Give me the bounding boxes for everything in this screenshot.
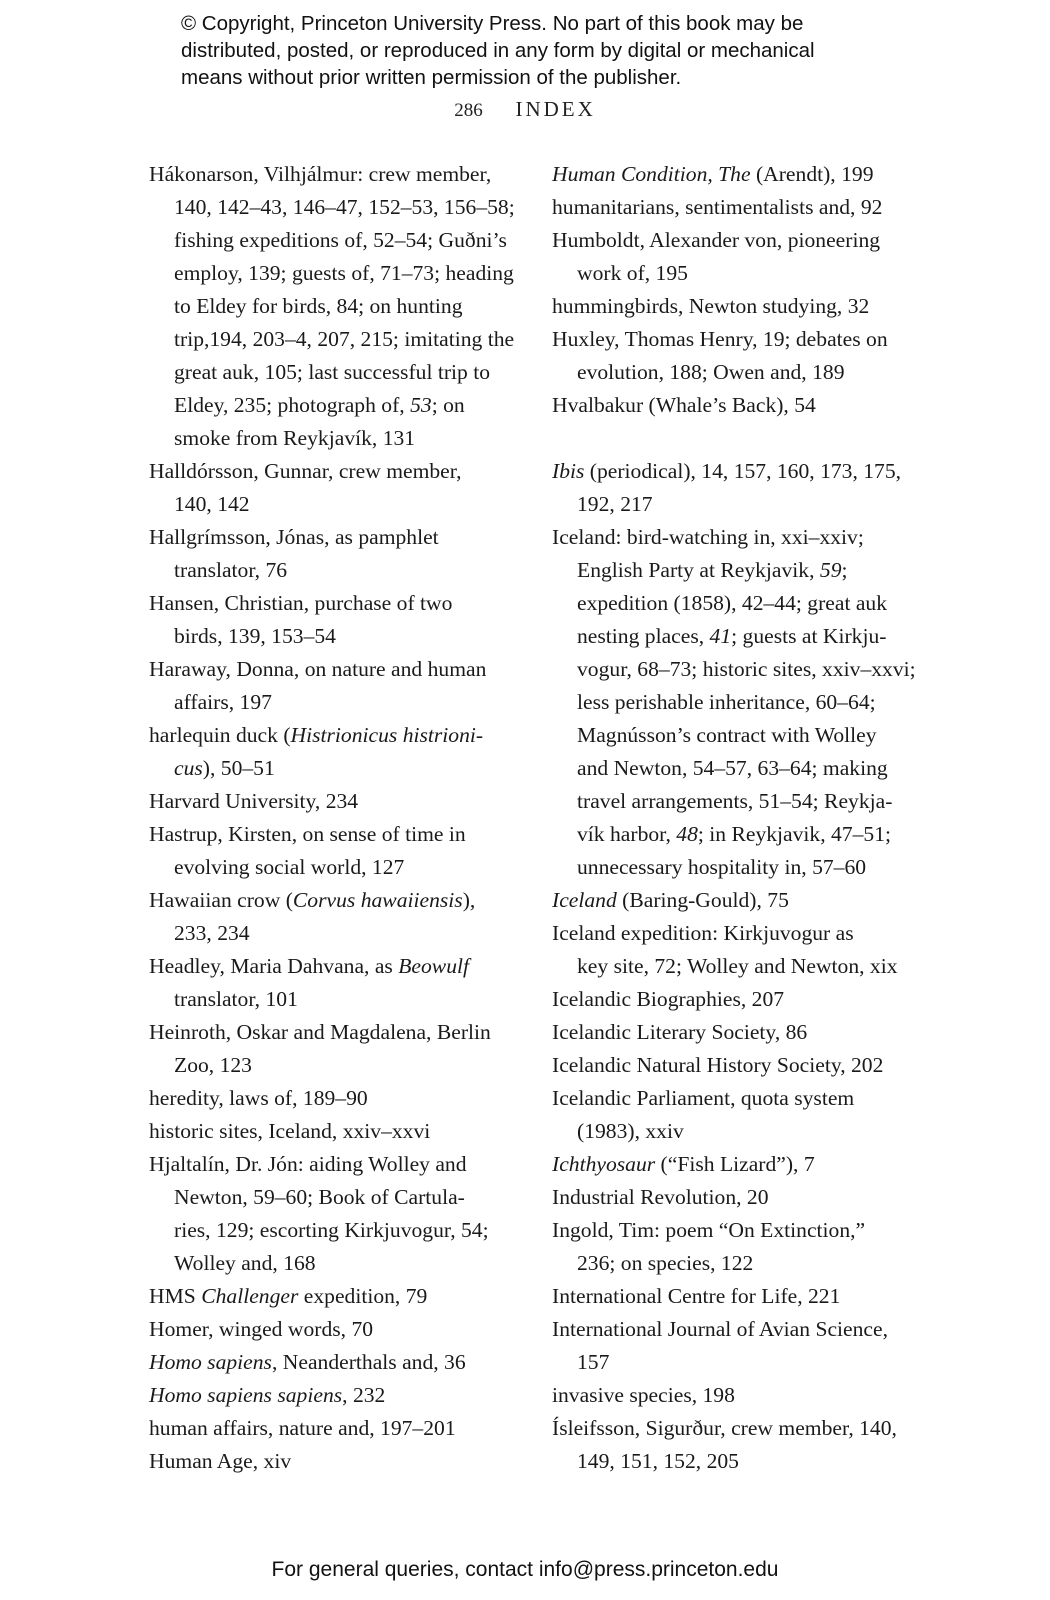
entry-text: Zoo, 123 bbox=[174, 1053, 252, 1077]
index-entry bbox=[552, 389, 917, 422]
index-entry bbox=[552, 1016, 917, 1049]
entry-text: ; guests at Kirkju- bbox=[731, 624, 887, 648]
index-entry-line bbox=[552, 1016, 917, 1049]
index-entry-line bbox=[174, 257, 514, 290]
index-entry-line bbox=[149, 1280, 509, 1313]
index-entry-line bbox=[149, 950, 509, 983]
entry-text: Icelandic Biographies, 207 bbox=[552, 987, 785, 1011]
entry-text: Hjaltalín, Dr. Jón: aiding Wolley and bbox=[149, 1152, 467, 1176]
index-entry bbox=[149, 1445, 509, 1478]
index-entry-line bbox=[552, 917, 917, 950]
entry-text: and Newton, 54–57, 63–64; making bbox=[577, 756, 888, 780]
entry-text: Huxley, Thomas Henry, 19; debates on bbox=[552, 327, 888, 351]
entry-text: (Arendt), 199 bbox=[750, 162, 874, 186]
index-entry bbox=[149, 785, 509, 818]
entry-text: key site, 72; Wolley and Newton, xix bbox=[577, 954, 898, 978]
index-entry-line bbox=[552, 290, 917, 323]
index-entry bbox=[149, 1412, 509, 1445]
page-number: 286 bbox=[454, 100, 483, 121]
entry-text: expedition (1858), 42–44; great auk bbox=[577, 591, 888, 615]
entry-text: work of, 195 bbox=[577, 261, 688, 285]
entry-text: (Baring-Gould), 75 bbox=[616, 888, 789, 912]
entry-text: Hansen, Christian, purchase of two bbox=[149, 591, 453, 615]
index-column-right bbox=[552, 158, 917, 1478]
index-entry-line bbox=[149, 1346, 509, 1379]
index-entry-line bbox=[552, 884, 917, 917]
entry-text: , 232 bbox=[342, 1383, 386, 1407]
index-entry-line bbox=[174, 356, 509, 389]
index-entry bbox=[149, 719, 509, 785]
index-entry bbox=[149, 1148, 509, 1280]
italic-text: Challenger bbox=[201, 1284, 299, 1308]
index-entry bbox=[149, 455, 509, 521]
index-entry bbox=[552, 1412, 917, 1478]
index-entry bbox=[149, 653, 509, 719]
index-entry-line bbox=[149, 1445, 509, 1478]
index-entry bbox=[149, 521, 509, 587]
index-entry-line bbox=[149, 1016, 509, 1049]
entry-text: Human Age, xiv bbox=[149, 1449, 292, 1473]
italic-text: Beowulf bbox=[398, 954, 469, 978]
italic-text: Corvus hawaiiensis bbox=[292, 888, 463, 912]
index-entry bbox=[552, 1181, 917, 1214]
entry-text: 192, 217 bbox=[577, 492, 653, 516]
index-entry bbox=[149, 1346, 509, 1379]
entry-text: employ, 139; guests of, 71–73; heading bbox=[174, 261, 514, 285]
entry-text: less perishable inheritance, 60–64; bbox=[577, 690, 876, 714]
entry-text: 233, 234 bbox=[174, 921, 250, 945]
entry-text: Halldórsson, Gunnar, crew member, bbox=[149, 459, 462, 483]
italic-text: 48 bbox=[676, 822, 698, 846]
index-entry-line bbox=[552, 1181, 917, 1214]
entry-text: Harvard University, 234 bbox=[149, 789, 359, 813]
entry-text: Icelandic Parliament, quota system bbox=[552, 1086, 855, 1110]
index-entry-line bbox=[149, 1115, 509, 1148]
entry-text: unnecessary hospitality in, 57–60 bbox=[577, 855, 867, 879]
entry-text: Icelandic Literary Society, 86 bbox=[552, 1020, 808, 1044]
letter-group-gap bbox=[552, 422, 917, 455]
entry-text: vogur, 68–73; historic sites, xxiv–xxvi; bbox=[577, 657, 916, 681]
index-entry-line bbox=[577, 1247, 917, 1280]
index-entry-line bbox=[577, 719, 917, 752]
index-entry bbox=[149, 158, 515, 455]
index-entry-line bbox=[552, 1082, 917, 1115]
entry-text: trip,194, 203–4, 207, 215; imitating the bbox=[174, 327, 515, 351]
italic-text: 53 bbox=[410, 393, 432, 417]
index-entry-line bbox=[552, 224, 917, 257]
index-entry bbox=[149, 950, 509, 1016]
index-entry-line bbox=[552, 1214, 917, 1247]
index-entry-line bbox=[552, 323, 917, 356]
entry-text: heredity, laws of, 189–90 bbox=[149, 1086, 368, 1110]
index-entry-line bbox=[174, 917, 509, 950]
entry-text: Wolley and, 168 bbox=[174, 1251, 316, 1275]
entry-text: 140, 142 bbox=[174, 492, 250, 516]
index-entry bbox=[149, 1280, 509, 1313]
index-entry bbox=[552, 521, 917, 884]
italic-text: Histrionicus histrioni- bbox=[290, 723, 484, 747]
copyright-line: © Copyright, Princeton University Press. No part of this book may be bbox=[181, 12, 804, 35]
running-head bbox=[0, 97, 1050, 122]
entry-text: ; on bbox=[431, 393, 465, 417]
entry-text: Headley, Maria Dahvana, as bbox=[149, 954, 399, 978]
entry-text: Eldey, 235; photograph of, bbox=[174, 393, 411, 417]
entry-text: Hákonarson, Vilhjálmur: crew member, bbox=[149, 162, 492, 186]
entry-text: International Journal of Avian Science, bbox=[552, 1317, 888, 1341]
italic-text: Human Condition, The bbox=[552, 162, 751, 186]
index-entry bbox=[149, 1115, 509, 1148]
copyright-line: means without prior written permission of the publisher. bbox=[181, 66, 682, 89]
index-entry-line bbox=[149, 158, 509, 191]
index-entry-line bbox=[174, 224, 509, 257]
entry-text: 149, 151, 152, 205 bbox=[577, 1449, 739, 1473]
index-entry-line bbox=[577, 620, 917, 653]
index-entry-line bbox=[577, 1115, 917, 1148]
index-entry bbox=[552, 1148, 917, 1181]
entry-text: ; in Reykjavik, 47–51; bbox=[697, 822, 892, 846]
index-entry-line bbox=[174, 1214, 509, 1247]
index-entry bbox=[552, 1082, 917, 1148]
index-entry bbox=[552, 1313, 917, 1379]
index-entry-line bbox=[552, 191, 917, 224]
entry-text: Ingold, Tim: poem “On Extinction,” bbox=[552, 1218, 866, 1242]
index-entry-line bbox=[174, 686, 509, 719]
entry-text: great auk, 105; last successful trip to bbox=[174, 360, 491, 384]
italic-text: Homo sapiens bbox=[149, 1350, 272, 1374]
entry-text: English Party at Reykjavik, bbox=[577, 558, 820, 582]
index-entry-line bbox=[577, 257, 917, 290]
index-entry bbox=[552, 455, 917, 521]
entry-text: 140, 142–43, 146–47, 152–53, 156–58; bbox=[174, 195, 515, 219]
index-entry bbox=[552, 1049, 917, 1082]
index-entry-line bbox=[174, 752, 509, 785]
italic-text: 59 bbox=[819, 558, 842, 582]
index-entry bbox=[149, 1016, 509, 1082]
index-entry bbox=[149, 1379, 509, 1412]
index-entry-line bbox=[552, 521, 917, 554]
entry-text: Icelandic Natural History Society, 202 bbox=[552, 1053, 884, 1077]
entry-text: humanitarians, sentimentalists and, 92 bbox=[552, 195, 883, 219]
entry-text: vík harbor, bbox=[577, 822, 677, 846]
index-entry-line bbox=[174, 983, 509, 1016]
index-entry-line bbox=[577, 653, 917, 686]
index-entry bbox=[149, 884, 509, 950]
index-entry bbox=[552, 191, 917, 224]
index-entry-line bbox=[552, 1412, 917, 1445]
footer-contact: For general queries, contact info@press.princeton.edu bbox=[271, 1558, 779, 1581]
index-entry bbox=[149, 818, 509, 884]
index-entry-line bbox=[552, 1313, 917, 1346]
index-entry-line bbox=[552, 1049, 917, 1082]
index-entry-line bbox=[174, 389, 509, 422]
index-entry-line bbox=[149, 1379, 509, 1412]
entry-text: affairs, 197 bbox=[174, 690, 272, 714]
index-entry bbox=[149, 1313, 509, 1346]
entry-text: fishing expeditions of, 52–54; Guðni’s bbox=[174, 228, 507, 252]
entry-text: Iceland: bird-watching in, xxi–xxiv; bbox=[552, 525, 864, 549]
index-entry-line bbox=[174, 620, 509, 653]
entry-text: HMS bbox=[149, 1284, 202, 1308]
entry-text: ), bbox=[462, 888, 476, 912]
index-entry-line bbox=[552, 1280, 917, 1313]
index-entry-line bbox=[577, 785, 917, 818]
entry-text: evolution, 188; Owen and, 189 bbox=[577, 360, 845, 384]
entry-text: Hastrup, Kirsten, on sense of time in bbox=[149, 822, 466, 846]
index-entry-line bbox=[552, 1379, 917, 1412]
entry-text: Hallgrímsson, Jónas, as pamphlet bbox=[149, 525, 439, 549]
entry-text: expedition, 79 bbox=[298, 1284, 428, 1308]
index-entry-line bbox=[552, 158, 917, 191]
index-entry-line bbox=[149, 1412, 509, 1445]
italic-text: Iceland bbox=[552, 888, 617, 912]
entry-text: Magnússon’s contract with Wolley bbox=[577, 723, 877, 747]
index-entry-line bbox=[577, 851, 917, 884]
entry-text: Haraway, Donna, on nature and human bbox=[149, 657, 487, 681]
entry-text: hummingbirds, Newton studying, 32 bbox=[552, 294, 870, 318]
index-entry-line bbox=[149, 1313, 509, 1346]
entry-text: Newton, 59–60; Book of Cartula- bbox=[174, 1185, 465, 1209]
entry-text: (“Fish Lizard”), 7 bbox=[655, 1152, 815, 1176]
entry-text: smoke from Reykjavík, 131 bbox=[174, 426, 416, 450]
entry-text: Hawaiian crow ( bbox=[149, 888, 293, 912]
entry-text: Iceland expedition: Kirkjuvogur as bbox=[552, 921, 854, 945]
entry-text: , Neanderthals and, 36 bbox=[271, 1350, 466, 1374]
entry-text: Humboldt, Alexander von, pioneering bbox=[552, 228, 881, 252]
index-entry-line bbox=[577, 356, 917, 389]
entry-text: 236; on species, 122 bbox=[577, 1251, 754, 1275]
index-entry-line bbox=[174, 323, 515, 356]
index-entry-line bbox=[149, 653, 509, 686]
index-entry-line bbox=[174, 554, 509, 587]
entry-text: Ísleifsson, Sigurður, crew member, 140, bbox=[552, 1416, 897, 1440]
index-entry-line bbox=[149, 521, 509, 554]
index-entry-line bbox=[577, 587, 917, 620]
index-entry bbox=[552, 290, 917, 323]
entry-text: to Eldey for birds, 84; on hunting bbox=[174, 294, 463, 318]
italic-text: Homo sapiens sapiens bbox=[149, 1383, 343, 1407]
index-entry-line bbox=[552, 983, 917, 1016]
index-entry-line bbox=[577, 686, 917, 719]
index-entry bbox=[552, 323, 917, 389]
index-entry bbox=[552, 1214, 917, 1280]
entry-text: harlequin duck ( bbox=[149, 723, 291, 747]
index-entry-line bbox=[174, 191, 515, 224]
index-entry-line bbox=[149, 719, 509, 752]
index-entry-line bbox=[577, 488, 917, 521]
copyright-notice bbox=[181, 10, 941, 91]
entry-text: Homer, winged words, 70 bbox=[149, 1317, 374, 1341]
entry-text: nesting places, bbox=[577, 624, 710, 648]
index-entry-line bbox=[149, 818, 509, 851]
index-entry-line bbox=[149, 785, 509, 818]
index-entry-line bbox=[577, 950, 917, 983]
index-entry-line bbox=[552, 389, 917, 422]
index-entry-line bbox=[577, 1445, 917, 1478]
entry-text: human affairs, nature and, 197–201 bbox=[149, 1416, 456, 1440]
running-head-title: INDEX bbox=[515, 97, 596, 121]
index-entry-line bbox=[174, 1181, 509, 1214]
index-entry-line bbox=[149, 587, 509, 620]
index-entry-line bbox=[577, 818, 917, 851]
entry-text: ries, 129; escorting Kirkjuvogur, 54; bbox=[174, 1218, 489, 1242]
index-entry bbox=[552, 983, 917, 1016]
index-entry bbox=[149, 1082, 509, 1115]
index-entry-line bbox=[174, 851, 509, 884]
index-entry-line bbox=[552, 1148, 917, 1181]
index-entry bbox=[552, 1379, 917, 1412]
index-entry-line bbox=[149, 1082, 509, 1115]
index-entry-line bbox=[577, 1346, 917, 1379]
entry-text: ; bbox=[841, 558, 848, 582]
entry-text: Hvalbakur (Whale’s Back), 54 bbox=[552, 393, 816, 417]
index-entry bbox=[552, 917, 917, 983]
index-entry bbox=[552, 1280, 917, 1313]
index-entry-line bbox=[552, 455, 917, 488]
index-column-left bbox=[149, 158, 515, 1478]
index-entry-line bbox=[577, 554, 917, 587]
entry-text: 157 bbox=[577, 1350, 610, 1374]
entry-text: translator, 76 bbox=[174, 558, 288, 582]
index-entry-line bbox=[149, 1148, 509, 1181]
index-entry-line bbox=[174, 422, 509, 455]
entry-text: birds, 139, 153–54 bbox=[174, 624, 336, 648]
entry-text: (1983), xxiv bbox=[577, 1119, 684, 1143]
entry-text: International Centre for Life, 221 bbox=[552, 1284, 841, 1308]
index-entry bbox=[149, 587, 509, 653]
index-entry-line bbox=[174, 1049, 509, 1082]
index-entry bbox=[552, 158, 917, 191]
entry-text: Industrial Revolution, 20 bbox=[552, 1185, 769, 1209]
index-entry-line bbox=[174, 488, 509, 521]
italic-text: Ibis bbox=[552, 459, 585, 483]
italic-text: 41 bbox=[709, 624, 732, 648]
entry-text: (periodical), 14, 157, 160, 173, 175, bbox=[584, 459, 902, 483]
entry-text: historic sites, Iceland, xxiv–xxvi bbox=[149, 1119, 431, 1143]
index-entry-line bbox=[577, 752, 917, 785]
entry-text: invasive species, 198 bbox=[552, 1383, 735, 1407]
index-entry bbox=[552, 884, 917, 917]
index-entry-line bbox=[149, 884, 509, 917]
italic-text: Ichthyosaur bbox=[552, 1152, 656, 1176]
index-entry-line bbox=[174, 1247, 509, 1280]
index-entry bbox=[552, 224, 917, 290]
entry-text: travel arrangements, 51–54; Reykja- bbox=[577, 789, 893, 813]
index-entry-line bbox=[149, 455, 509, 488]
entry-text: Heinroth, Oskar and Magdalena, Berlin bbox=[149, 1020, 491, 1044]
entry-text: evolving social world, 127 bbox=[174, 855, 405, 879]
italic-text: cus bbox=[174, 756, 203, 780]
entry-text: ), 50–51 bbox=[202, 756, 275, 780]
index-entry-line bbox=[174, 290, 509, 323]
copyright-line: distributed, posted, or reproduced in any form by digital or mechanical bbox=[181, 39, 815, 62]
entry-text: translator, 101 bbox=[174, 987, 298, 1011]
